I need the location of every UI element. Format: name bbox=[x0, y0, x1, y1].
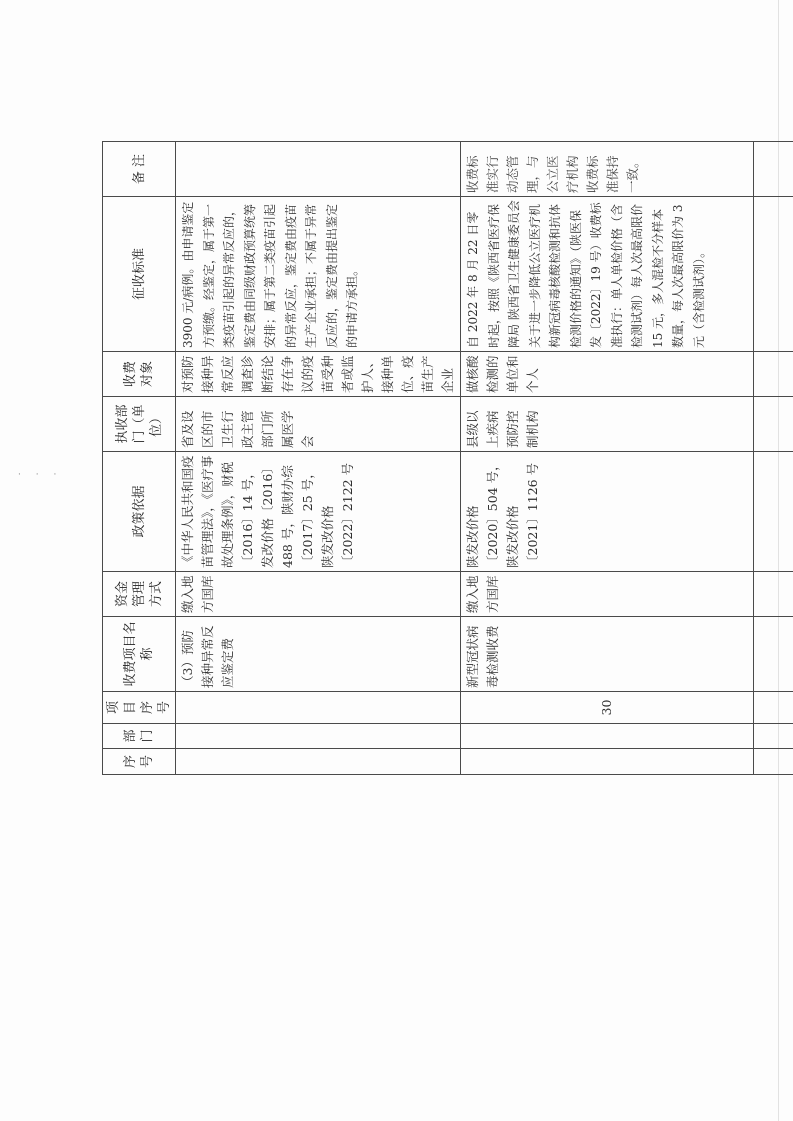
table-row-empty bbox=[754, 142, 793, 775]
header-item-seq: 项目序号 bbox=[103, 692, 176, 724]
header-item-name: 收费项目名称 bbox=[103, 617, 176, 692]
empty-cell bbox=[754, 617, 793, 692]
cell-fund-mgmt: 缴入地方国库 bbox=[176, 572, 461, 617]
cell-seq bbox=[176, 749, 461, 775]
table-header-row bbox=[103, 142, 176, 775]
cell-remarks bbox=[176, 142, 461, 197]
cell-exec-dept: 省及设区的市卫生行政主管部门所属医学会 bbox=[176, 397, 461, 452]
header-standard: 征收标准 bbox=[103, 197, 176, 352]
fee-table bbox=[102, 141, 793, 775]
cell-dept bbox=[176, 724, 461, 749]
header-dept: 部门 bbox=[103, 724, 176, 749]
cell-policy: 《中华人民共和国疫苗管理法》，《医疗事故处理条例》，财税〔2016〕14 号，发改价格〔2016〕488 号，陕财办综〔2017〕25 号，陕发改价格〔2022〕2122 号 bbox=[176, 452, 461, 572]
empty-cell bbox=[754, 572, 793, 617]
cell-policy: 陕发改价格〔2020〕504 号，陕发改价格〔2021〕1126 号 bbox=[461, 452, 754, 572]
empty-cell bbox=[754, 197, 793, 352]
cell-exec-dept: 县级以上疾病预防控制机构 bbox=[461, 397, 754, 452]
cell-standard: 自 2022 年 8 月 22 日零时起，按照《陕西省医疗保障局 陕西省卫生健康委员会关于进一步降低公立医疗机构新冠病毒核酸检测和抗体检测价格的通知》（陕医保发〔2022〕19 号）收费标准执行：单人单检价格（含检测试剂）每人次最高限价 15 元，多人混检不分样本数量，每人次最高限价为 3 元（含检测试剂）。 bbox=[461, 197, 754, 352]
rotated-table-container bbox=[102, 142, 777, 775]
empty-cell bbox=[754, 452, 793, 572]
header-target: 收费对象 bbox=[103, 352, 176, 397]
empty-cell bbox=[754, 397, 793, 452]
cell-item-name: （3）预防接种异常反应鉴定费 bbox=[176, 617, 461, 692]
scan-dots: · · · bbox=[18, 470, 63, 480]
cell-target: 对预防接种异常反应调查诊断结论存在争议的疫苗受种者或监护人、接种单位、疫苗生产企业 bbox=[176, 352, 461, 397]
cell-item-seq bbox=[176, 692, 461, 724]
empty-cell bbox=[754, 749, 793, 775]
cell-remarks: 收费标准实行动态管理，与公立医疗机构收费标准保持一致。 bbox=[461, 142, 754, 197]
empty-cell bbox=[754, 352, 793, 397]
empty-cell bbox=[754, 724, 793, 749]
table-row bbox=[176, 142, 461, 775]
header-exec-dept: 执收部门（单位） bbox=[103, 397, 176, 452]
cell-item-name: 新型冠状病毒检测收费 bbox=[461, 617, 754, 692]
empty-cell bbox=[754, 142, 793, 197]
cell-seq bbox=[461, 749, 754, 775]
header-remarks: 备 注 bbox=[103, 142, 176, 197]
cell-item-seq: 30 bbox=[461, 692, 754, 724]
header-seq: 序号 bbox=[103, 749, 176, 775]
cell-target: 做核酸检测的单位和个人 bbox=[461, 352, 754, 397]
header-policy: 政策依据 bbox=[103, 452, 176, 572]
table-row bbox=[461, 142, 754, 775]
cell-dept bbox=[461, 724, 754, 749]
cell-standard: 3900 元/病例。由申请鉴定方预缴。经鉴定，属于第一类疫苗引起的异常反应的，鉴定费由同级财政预算统筹安排；属于第二类疫苗引起的异常反应，鉴定费由疫苗生产企业承担；不属于异常反应的，鉴定费由提出鉴定的申请方承担。 bbox=[176, 197, 461, 352]
cell-fund-mgmt: 缴入地方国库 bbox=[461, 572, 754, 617]
empty-cell bbox=[754, 692, 793, 724]
header-fund-mgmt: 资金管理方式 bbox=[103, 572, 176, 617]
